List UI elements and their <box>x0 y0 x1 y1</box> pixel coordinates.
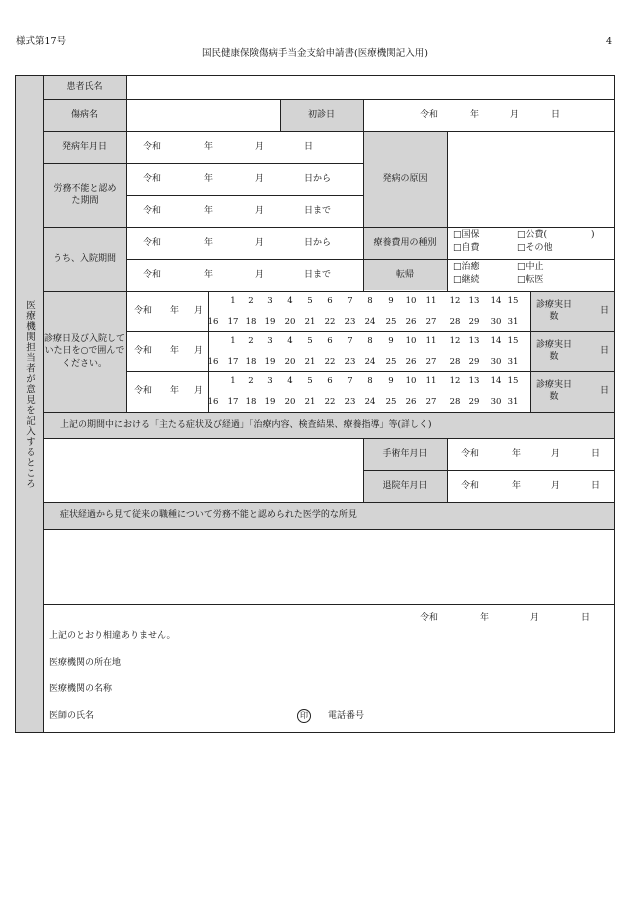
calendar-day[interactable]: 5 <box>307 336 313 346</box>
calendar-day[interactable]: 15 <box>507 336 519 346</box>
calendar-day[interactable]: 12 <box>449 336 461 346</box>
calendar-day[interactable]: 11 <box>425 376 437 386</box>
discharge-date-label: 退院年月日 <box>382 480 428 491</box>
calendar-day[interactable]: 24 <box>364 357 376 367</box>
checkbox-stopped[interactable]: □中止 <box>517 262 544 272</box>
calendar-day[interactable]: 4 <box>287 376 293 386</box>
cause-label: 発病の原因 <box>382 173 428 184</box>
discharge-month: 月 <box>551 481 561 491</box>
hospital-to-month: 月 <box>255 270 265 280</box>
calendar-day[interactable]: 14 <box>490 336 502 346</box>
checkbox-transfer[interactable]: □転医 <box>517 275 544 285</box>
calendar-era: 令和 <box>134 306 153 316</box>
calendar-day[interactable]: 19 <box>264 357 276 367</box>
sign-date-era: 令和 <box>420 613 439 623</box>
confirmation-text: 上記のとおり相違ありません。 <box>49 631 176 641</box>
hospitalization-period-label: うち、入院期間 <box>52 253 116 264</box>
surgery-date-label: 手術年月日 <box>382 448 428 459</box>
phone-label: 電話番号 <box>328 711 365 721</box>
address-label: 医療機関の所在地 <box>49 658 122 668</box>
calendar-day[interactable]: 6 <box>327 376 333 386</box>
surgery-era: 令和 <box>461 449 480 459</box>
calendar-day[interactable]: 30 <box>490 397 502 407</box>
first-visit-year: 年 <box>470 110 480 120</box>
calendar-day[interactable]: 30 <box>490 317 502 327</box>
calendar-year: 年 <box>170 386 180 396</box>
calendar-day[interactable]: 2 <box>248 336 254 346</box>
calendar-month: 月 <box>194 306 204 316</box>
calendar-day[interactable]: 7 <box>347 336 353 346</box>
calendar-day[interactable]: 12 <box>449 296 461 306</box>
calendar-day[interactable]: 31 <box>507 317 519 327</box>
calendar-day[interactable]: 23 <box>344 317 356 327</box>
cost-type-label: 療養費用の種別 <box>373 237 437 248</box>
calendar-day[interactable]: 6 <box>327 336 333 346</box>
onset-day: 日 <box>304 142 314 152</box>
form-number: 様式第17号 <box>16 36 67 47</box>
calendar-day[interactable]: 22 <box>324 317 336 327</box>
hospital-to-day: 日まで <box>304 270 332 280</box>
incapacity-to-day: 日まで <box>304 206 332 216</box>
calendar-day[interactable]: 24 <box>364 317 376 327</box>
calendar-day[interactable]: 2 <box>248 376 254 386</box>
patient-name-label: 患者氏名 <box>66 81 103 92</box>
calendar-day[interactable]: 25 <box>385 317 397 327</box>
calendar-day[interactable]: 11 <box>425 296 437 306</box>
incapacity-to-year: 年 <box>204 206 214 216</box>
calendar-day[interactable]: 22 <box>324 357 336 367</box>
calendar-day[interactable]: 24 <box>364 397 376 407</box>
calendar-day[interactable]: 14 <box>490 376 502 386</box>
calendar-day[interactable]: 4 <box>287 336 293 346</box>
first-visit-month: 月 <box>510 110 520 120</box>
page-number: 4 <box>606 36 613 47</box>
discharge-era: 令和 <box>461 481 480 491</box>
hospital-to-era: 令和 <box>143 270 162 280</box>
hospital-from-year: 年 <box>204 238 214 248</box>
calendar-day[interactable]: 8 <box>367 376 373 386</box>
calendar-day[interactable]: 3 <box>267 296 273 306</box>
actual-days-label: 診療実日数 <box>535 299 572 322</box>
calendar-day[interactable]: 23 <box>344 357 356 367</box>
calendar-day[interactable]: 21 <box>304 317 316 327</box>
calendar-day[interactable]: 27 <box>425 397 437 407</box>
discharge-year: 年 <box>512 481 522 491</box>
calendar-day[interactable]: 4 <box>287 296 293 306</box>
side-label: 医療機関担当者が意見を記入するところ <box>24 300 35 489</box>
calendar-day[interactable]: 22 <box>324 397 336 407</box>
calendar-day[interactable]: 10 <box>405 336 417 346</box>
calendar-day[interactable]: 23 <box>344 397 356 407</box>
calendar-day[interactable]: 3 <box>267 376 273 386</box>
calendar-day[interactable]: 13 <box>468 336 480 346</box>
calendar-day[interactable]: 17 <box>227 357 239 367</box>
symptoms-header: 上記の期間中における「主たる症状及び経過」「治療内容、検査結果、療養指導」等(詳しく) <box>60 420 432 430</box>
first-visit-era: 令和 <box>420 110 439 120</box>
calendar-day[interactable]: 13 <box>468 296 480 306</box>
calendar-day[interactable]: 26 <box>405 317 417 327</box>
checkbox-continuing[interactable]: □継続 <box>453 275 480 285</box>
calendar-day[interactable]: 9 <box>388 376 394 386</box>
sign-date-year: 年 <box>480 613 490 623</box>
calendar-day[interactable]: 10 <box>405 376 417 386</box>
hospital-from-era: 令和 <box>143 238 162 248</box>
calendar-day[interactable]: 1 <box>230 336 236 346</box>
first-visit-day: 日 <box>551 110 561 120</box>
calendar-day[interactable]: 27 <box>425 317 437 327</box>
calendar-day[interactable]: 25 <box>385 357 397 367</box>
institution-name-label: 医療機関の名称 <box>49 684 113 694</box>
calendar-day[interactable]: 14 <box>490 296 502 306</box>
seal-mark: 印 <box>297 709 311 723</box>
calendar-day[interactable]: 12 <box>449 376 461 386</box>
incapacity-to-era: 令和 <box>143 206 162 216</box>
calendar-day[interactable]: 7 <box>347 376 353 386</box>
calendar-day[interactable]: 19 <box>264 397 276 407</box>
calendar-day[interactable]: 17 <box>227 317 239 327</box>
checkbox-jihi[interactable]: □自費 <box>453 243 480 253</box>
calendar-day[interactable]: 16 <box>207 317 219 327</box>
calendar-day[interactable]: 31 <box>507 357 519 367</box>
calendar-year: 年 <box>170 346 180 356</box>
calendar-day[interactable]: 18 <box>245 317 257 327</box>
actual-days-label: 診療実日数 <box>535 339 572 362</box>
calendar-year: 年 <box>170 306 180 316</box>
checkbox-cured[interactable]: □治癒 <box>453 262 480 272</box>
incapacity-from-month: 月 <box>255 174 265 184</box>
calendar-day[interactable]: 9 <box>388 296 394 306</box>
checkbox-kokuho[interactable]: □国保 <box>453 230 480 240</box>
calendar-day[interactable]: 7 <box>347 296 353 306</box>
calendar-day[interactable]: 15 <box>507 376 519 386</box>
visit-days-label: 診療日及び入院していた日を○で囲んでください。 <box>44 334 126 369</box>
calendar-day[interactable]: 1 <box>230 376 236 386</box>
calendar-day[interactable]: 17 <box>227 397 239 407</box>
calendar-day[interactable]: 11 <box>425 336 437 346</box>
calendar-month: 月 <box>194 386 204 396</box>
incapacity-from-year: 年 <box>204 174 214 184</box>
discharge-day: 日 <box>591 481 601 491</box>
calendar-day[interactable]: 3 <box>267 336 273 346</box>
calendar-day[interactable]: 18 <box>245 357 257 367</box>
calendar-day[interactable]: 28 <box>449 397 461 407</box>
calendar-day[interactable]: 26 <box>405 397 417 407</box>
calendar-day[interactable]: 5 <box>307 296 313 306</box>
opinion-header: 症状経過から見て従来の職種について労務不能と認められた医学的な所見 <box>60 510 357 520</box>
form-title: 国民健康保険傷病手当金支給申請書(医療機関記入用) <box>202 48 428 59</box>
incapacity-from-day: 日から <box>304 174 332 184</box>
calendar-month: 月 <box>194 346 204 356</box>
calendar-day[interactable]: 20 <box>284 357 296 367</box>
outcome-label: 転帰 <box>395 269 414 280</box>
calendar-day[interactable]: 16 <box>207 397 219 407</box>
calendar-day[interactable]: 29 <box>468 317 480 327</box>
disease-name-label: 傷病名 <box>70 109 98 120</box>
surgery-year: 年 <box>512 449 522 459</box>
sign-date-month: 月 <box>530 613 540 623</box>
calendar-day[interactable]: 21 <box>304 357 316 367</box>
onset-date-label: 発病年月日 <box>61 141 107 152</box>
hospital-to-year: 年 <box>204 270 214 280</box>
actual-days-label: 診療実日数 <box>535 379 572 402</box>
incapacity-period-label: 労務不能と認めた期間 <box>53 183 117 206</box>
calendar-day[interactable]: 10 <box>405 296 417 306</box>
calendar-day[interactable]: 9 <box>388 336 394 346</box>
calendar-day[interactable]: 15 <box>507 296 519 306</box>
actual-days-day: 日 <box>600 386 610 396</box>
calendar-day[interactable]: 20 <box>284 397 296 407</box>
actual-days-day: 日 <box>600 346 610 356</box>
calendar-day[interactable]: 13 <box>468 376 480 386</box>
kouhi-close-paren: ) <box>591 230 595 240</box>
hospital-from-day: 日から <box>304 238 332 248</box>
calendar-day[interactable]: 19 <box>264 317 276 327</box>
calendar-era: 令和 <box>134 346 153 356</box>
first-visit-label: 初診日 <box>307 109 335 120</box>
onset-year: 年 <box>204 142 214 152</box>
onset-era: 令和 <box>143 142 162 152</box>
calendar-day[interactable]: 8 <box>367 336 373 346</box>
checkbox-kouhi[interactable]: □公費( <box>517 230 548 240</box>
calendar-day[interactable]: 29 <box>468 357 480 367</box>
calendar-day[interactable]: 16 <box>207 357 219 367</box>
calendar-day[interactable]: 28 <box>449 317 461 327</box>
calendar-day[interactable]: 25 <box>385 397 397 407</box>
calendar-day[interactable]: 28 <box>449 357 461 367</box>
sign-date-day: 日 <box>581 613 591 623</box>
calendar-day[interactable]: 30 <box>490 357 502 367</box>
calendar-day[interactable]: 29 <box>468 397 480 407</box>
surgery-month: 月 <box>551 449 561 459</box>
checkbox-other[interactable]: □その他 <box>517 243 553 253</box>
surgery-day: 日 <box>591 449 601 459</box>
onset-month: 月 <box>255 142 265 152</box>
calendar-era: 令和 <box>134 386 153 396</box>
calendar-day[interactable]: 21 <box>304 397 316 407</box>
incapacity-to-month: 月 <box>255 206 265 216</box>
calendar-day[interactable]: 26 <box>405 357 417 367</box>
calendar-day[interactable]: 18 <box>245 397 257 407</box>
calendar-day[interactable]: 20 <box>284 317 296 327</box>
hospital-from-month: 月 <box>255 238 265 248</box>
calendar-day[interactable]: 5 <box>307 376 313 386</box>
calendar-day[interactable]: 2 <box>248 296 254 306</box>
incapacity-from-era: 令和 <box>143 174 162 184</box>
calendar-day[interactable]: 31 <box>507 397 519 407</box>
calendar-day[interactable]: 1 <box>230 296 236 306</box>
actual-days-day: 日 <box>600 306 610 316</box>
calendar-day[interactable]: 6 <box>327 296 333 306</box>
doctor-name-label: 医師の氏名 <box>49 711 95 721</box>
calendar-day[interactable]: 27 <box>425 357 437 367</box>
calendar-day[interactable]: 8 <box>367 296 373 306</box>
